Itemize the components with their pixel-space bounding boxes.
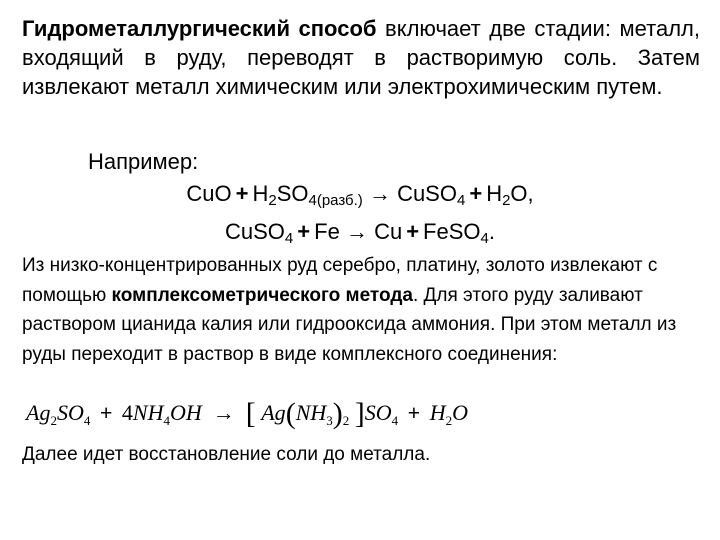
intro-paragraph	[22, 14, 700, 101]
eq2-reactant-2: Fe	[314, 219, 340, 244]
intro-bold-term: Гидрометаллургический способ	[22, 16, 377, 41]
eq2-plus-2: +	[406, 219, 420, 244]
eq1-reactant-2: $H_2SO_{4(разб.)}$	[252, 181, 363, 209]
intro-text: включает две стадии: металл, входящий в руду, переводят в растворимую соль. Затем извлекают металл химическим или электрохимическим путем.	[22, 16, 700, 99]
eq1-product-2: $H_2O$,	[486, 181, 534, 209]
eq3-reactant-1: $Ag_2SO_4$	[26, 400, 91, 428]
eq3-plus-2: +	[407, 400, 421, 425]
example-label: Например:	[88, 149, 199, 174]
eq1-product-1: CuSO$_4$	[397, 181, 466, 209]
eq1-plus-2: +	[469, 181, 483, 206]
eq2-arrow: →	[345, 219, 368, 244]
eq3-reactant-2: $NH_4OH$	[132, 400, 202, 428]
equation-3	[26, 397, 706, 437]
eq2-reactant-1: CuSO$_4$	[225, 219, 294, 247]
complexometric-paragraph: Из низко-концентрированных руд серебро, платину, золото извлекают с помощью комплексометрического метода. Для этого руду заливают раствором цианида калия или гидрооксида аммония. При этом металл из руды переходит в раствор в виде комплексного соединения:	[22, 255, 677, 365]
eq1-reactant-1: CuO	[186, 181, 232, 206]
equation-1	[0, 179, 720, 208]
equation-2	[0, 217, 720, 246]
eq2-plus-1: +	[297, 219, 311, 244]
eq2-product-2: FeSO$_4$.	[423, 219, 495, 247]
eq3-product-1: [ $Ag(NH_3)_2$ ]$SO_4$	[245, 397, 399, 430]
eq3-plus-1: +	[99, 400, 113, 425]
eq3-arrow: →	[212, 400, 235, 425]
eq3-coefficient: 4	[121, 400, 133, 425]
eq1-plus-1: +	[235, 181, 249, 206]
eq3-product-2: $H_2O$	[429, 400, 468, 428]
final-sentence: Далее идет восстановление соли до металла.	[22, 444, 431, 465]
eq1-arrow: →	[368, 181, 391, 206]
eq2-product-1: Cu	[374, 219, 403, 244]
complexometric-method-term: комплексометрического метода	[111, 284, 413, 306]
